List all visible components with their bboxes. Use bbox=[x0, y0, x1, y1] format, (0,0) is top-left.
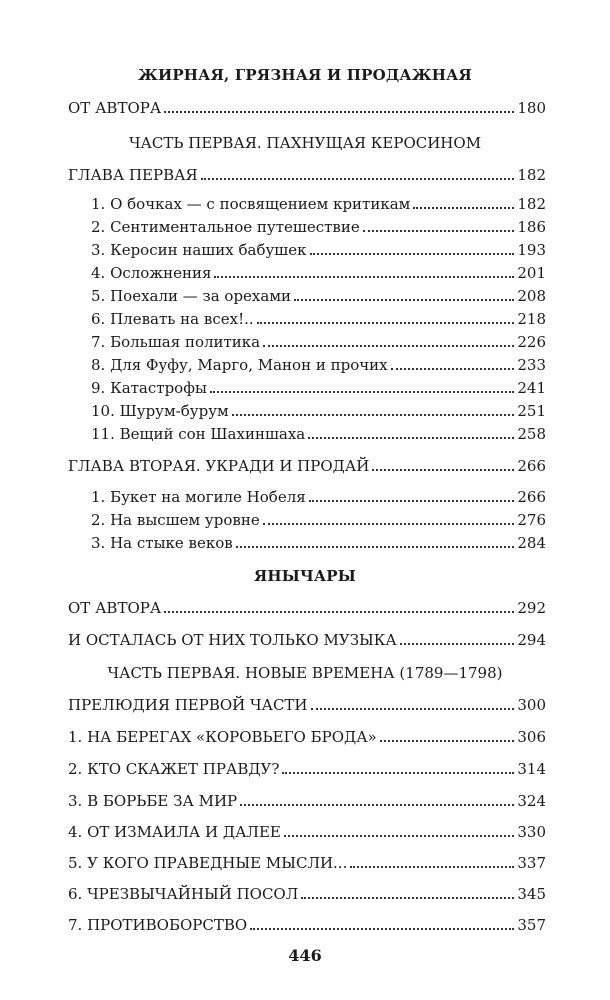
entry-title: 6. Плевать на всех!.. bbox=[91, 310, 254, 328]
entry-title: 3. В БОРЬБЕ ЗА МИР bbox=[68, 792, 238, 810]
toc-entry bbox=[0, 309, 610, 329]
toc-entry bbox=[0, 401, 610, 421]
entry-page: 276 bbox=[517, 511, 546, 529]
toc-entry-music bbox=[0, 630, 610, 650]
entry-page: 201 bbox=[517, 264, 546, 282]
dot-leader bbox=[413, 195, 514, 209]
dot-leader bbox=[263, 511, 515, 525]
toc-entry bbox=[0, 217, 610, 237]
dot-leader bbox=[372, 457, 514, 471]
dot-leader bbox=[391, 356, 515, 370]
dot-leader bbox=[363, 218, 515, 232]
entry-title: 5. У КОГО ПРАВЕДНЫЕ МЫСЛИ... bbox=[68, 854, 348, 872]
toc-entry bbox=[0, 759, 610, 779]
dot-leader bbox=[308, 425, 514, 439]
toc-entry-from-author bbox=[0, 598, 610, 618]
toc-entry bbox=[0, 533, 610, 553]
entry-page: 337 bbox=[517, 854, 546, 872]
entry-page: 284 bbox=[517, 534, 546, 552]
dot-leader bbox=[380, 728, 515, 742]
toc-entry bbox=[0, 424, 610, 444]
entry-page: 345 bbox=[517, 885, 546, 903]
entry-page: 324 bbox=[517, 792, 546, 810]
entry-page: 258 bbox=[517, 425, 546, 443]
toc-entry-chapter-two bbox=[0, 456, 610, 476]
toc-entry bbox=[0, 263, 610, 283]
entry-page: 208 bbox=[517, 287, 546, 305]
entry-title: 4. ОТ ИЗМАИЛА И ДАЛЕЕ bbox=[68, 823, 281, 841]
toc-entry-from-author bbox=[0, 98, 610, 118]
entry-page: 182 bbox=[517, 166, 546, 184]
entry-page: 193 bbox=[517, 241, 546, 259]
toc-entry bbox=[0, 853, 610, 873]
toc-entry bbox=[0, 510, 610, 530]
part-title-kerosene: ЧАСТЬ ПЕРВАЯ. ПАХНУЩАЯ КЕРОСИНОМ bbox=[128, 134, 482, 152]
dot-leader bbox=[250, 916, 514, 930]
entry-page: 241 bbox=[517, 379, 546, 397]
entry-title: 9. Катастрофы bbox=[91, 379, 207, 397]
entry-page: 186 bbox=[517, 218, 546, 236]
dot-leader bbox=[210, 379, 514, 393]
dot-leader bbox=[294, 287, 514, 301]
dot-leader bbox=[284, 823, 515, 837]
toc-entry bbox=[0, 915, 610, 935]
entry-page: 182 bbox=[517, 195, 546, 213]
entry-title: 7. ПРОТИВОБОРСТВО bbox=[68, 916, 248, 934]
entry-title: ОТ АВТОРА bbox=[68, 599, 162, 617]
toc-entry bbox=[0, 286, 610, 306]
entry-title: 1. Букет на могиле Нобеля bbox=[91, 488, 306, 506]
toc-entry bbox=[0, 884, 610, 904]
dot-leader bbox=[201, 166, 515, 180]
entry-page: 330 bbox=[517, 823, 546, 841]
entry-page: 300 bbox=[517, 696, 546, 714]
entry-page: 180 bbox=[517, 99, 546, 117]
entry-title: ОТ АВТОРА bbox=[68, 99, 162, 117]
dot-leader bbox=[311, 696, 515, 710]
entry-page: 251 bbox=[517, 402, 546, 420]
dot-leader bbox=[164, 599, 514, 613]
entry-title: ГЛАВА ВТОРАЯ. УКРАДИ И ПРОДАЙ bbox=[68, 457, 370, 475]
entry-title: 8. Для Фуфу, Марго, Манон и прочих bbox=[91, 356, 388, 374]
entry-title: 10. Шурум-бурум bbox=[91, 402, 229, 420]
dot-leader bbox=[350, 854, 514, 868]
dot-leader bbox=[240, 792, 514, 806]
entry-page: 306 bbox=[517, 728, 546, 746]
toc-entry-chapter-one bbox=[0, 165, 610, 185]
toc-entry bbox=[0, 791, 610, 811]
toc-entry bbox=[0, 695, 610, 715]
entry-title: 2. КТО СКАЖЕТ ПРАВДУ? bbox=[68, 760, 280, 778]
dot-leader bbox=[301, 885, 514, 899]
entry-title: 4. Осложнения bbox=[91, 264, 212, 282]
entry-title: ГЛАВА ПЕРВАЯ bbox=[68, 166, 198, 184]
toc-entry bbox=[0, 355, 610, 375]
toc-entry bbox=[0, 194, 610, 214]
part-title-new-times: ЧАСТЬ ПЕРВАЯ. НОВЫЕ ВРЕМЕНА (1789—1798) bbox=[107, 664, 503, 682]
entry-title: И ОСТАЛАСЬ ОТ НИХ ТОЛЬКО МУЗЫКА bbox=[68, 631, 397, 649]
entry-page: 314 bbox=[517, 760, 546, 778]
entry-title: 11. Вещий сон Шахиншаха bbox=[91, 425, 306, 443]
entry-title: 3. Керосин наших бабушек bbox=[91, 241, 307, 259]
entry-page: 218 bbox=[517, 310, 546, 328]
section-heading-janissaries: ЯНЫЧАРЫ bbox=[253, 567, 357, 585]
entry-title: 5. Поехали — за орехами bbox=[91, 287, 292, 305]
entry-page: 233 bbox=[517, 356, 546, 374]
entry-title: 3. На стыке веков bbox=[91, 534, 233, 552]
dot-leader bbox=[257, 310, 515, 324]
dot-leader bbox=[309, 488, 515, 502]
dot-leader bbox=[236, 534, 515, 548]
toc-entry bbox=[0, 240, 610, 260]
entry-title: 1. О бочках — с посвящением критикам bbox=[91, 195, 411, 213]
dot-leader bbox=[232, 402, 515, 416]
entry-page: 266 bbox=[517, 457, 546, 475]
entry-title: 6. ЧРЕЗВЫЧАЙНЫЙ ПОСОЛ bbox=[68, 885, 299, 903]
dot-leader bbox=[263, 333, 514, 347]
entry-title: 7. Большая политика bbox=[91, 333, 261, 351]
entry-page: 266 bbox=[517, 488, 546, 506]
section-heading-oil: ЖИРНАЯ, ГРЯЗНАЯ И ПРОДАЖНАЯ bbox=[138, 66, 472, 84]
entry-page: 226 bbox=[517, 333, 546, 351]
dot-leader bbox=[310, 241, 515, 255]
toc-entry bbox=[0, 822, 610, 842]
entry-title: 2. На высшем уровне bbox=[91, 511, 260, 529]
dot-leader bbox=[400, 631, 515, 645]
entry-title: ПРЕЛЮДИЯ ПЕРВОЙ ЧАСТИ bbox=[68, 696, 308, 714]
toc-entry bbox=[0, 378, 610, 398]
dot-leader bbox=[214, 264, 514, 278]
page-number: 446 bbox=[288, 946, 322, 965]
entry-title: 1. НА БЕРЕГАХ «КОРОВЬЕГО БРОДА» bbox=[68, 728, 377, 746]
toc-entry bbox=[0, 332, 610, 352]
entry-page: 294 bbox=[517, 631, 546, 649]
dot-leader bbox=[164, 99, 514, 113]
entry-page: 292 bbox=[517, 599, 546, 617]
toc-entry bbox=[0, 487, 610, 507]
dot-leader bbox=[282, 760, 514, 774]
entry-page: 357 bbox=[517, 916, 546, 934]
toc-entry bbox=[0, 727, 610, 747]
entry-title: 2. Сентиментальное путешествие bbox=[91, 218, 360, 236]
